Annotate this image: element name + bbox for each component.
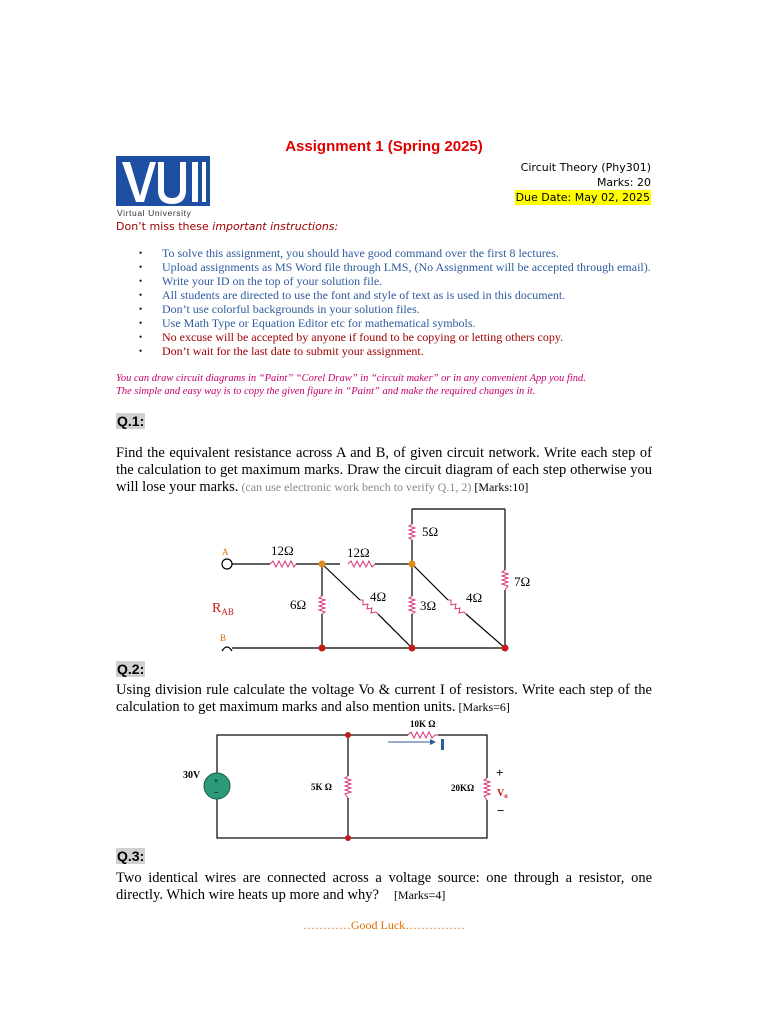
source-plus: +	[214, 777, 218, 785]
instruction-item: • Upload assignments as MS Word file through LMS, (No Assignment will be accepted through email).	[116, 260, 656, 274]
course-name: Circuit Theory (Phy301)	[520, 161, 651, 174]
vo-plus: +	[496, 765, 504, 780]
q3-heading: Q.3:	[117, 848, 145, 864]
q3-body: Two identical wires are connected across a voltage source: one through a resistor, one directly. Which wire heats up more and why?	[116, 870, 656, 903]
q1-heading: Q.1:	[117, 413, 145, 429]
r2-label: 12Ω	[347, 545, 370, 560]
instruction-item: • Don’t wait for the last date to submit your assignment.	[116, 344, 656, 358]
r4-label: 4Ω	[370, 589, 387, 604]
instruction-item: • No excuse will be accepted by anyone if found to be copying or letting others copy.	[116, 330, 656, 344]
instruction-item: • Don’t use colorful backgrounds in your solution files.	[116, 302, 656, 316]
r3-label: 6Ω	[290, 597, 307, 612]
instruction-item: • To solve this assignment, you should have good command over the first 8 lectures.	[116, 246, 656, 260]
r10k-label: 10K Ω	[410, 719, 436, 729]
q3-text	[116, 870, 656, 904]
q2-body: Using division rule calculate the voltage Vo & current I of resistors. Write each step of the calculation to get maximum marks and also mention units.	[116, 682, 652, 715]
instruction-item: • Use Math Type or Equation Editor etc for mathematical symbols.	[116, 316, 656, 330]
r6-label: 4Ω	[466, 590, 483, 605]
q1-marks: [Marks:10]	[471, 480, 529, 494]
intro-emphasis: important instructions:	[212, 220, 339, 233]
source-minus: −	[214, 788, 219, 797]
assignment-title: Assignment 1 (Spring 2025)	[285, 138, 483, 155]
q3-marks: [Marks=4]	[378, 888, 446, 902]
instruction-item: • All students are directed to use the font and style of text as is used in this document.	[116, 288, 656, 302]
r5k-label: 5K Ω	[311, 782, 332, 792]
vo-minus: −	[497, 803, 505, 818]
q1-hint: (can use electronic work bench to verify Q.1, 2)	[238, 480, 472, 494]
good-luck: …………Good Luck……………	[302, 918, 466, 932]
r1-label: 12Ω	[271, 543, 294, 558]
r20k-label: 20KΩ	[451, 783, 475, 793]
marks-total: Marks: 20	[596, 176, 651, 189]
node-a-label: A	[222, 547, 229, 557]
note-line-1: You can draw circuit diagrams in “Paint” “Corel Draw” in “circuit maker” or in any convenient App you find.	[116, 373, 586, 384]
q2-marks: [Marks=6]	[455, 700, 510, 714]
r7-label: 5Ω	[422, 524, 439, 539]
q1-body: Find the equivalent resistance across A and B, of given circuit network. Write each step of the calculation to get maximum marks. Draw the circuit diagram of each step otherwise you will lose your marks.	[116, 445, 652, 495]
logo-text: Virtual University	[117, 208, 192, 218]
source-label: 30V	[183, 770, 201, 781]
q2-text	[116, 682, 652, 716]
vo-label: $V_o$	[497, 788, 508, 800]
q2-heading: Q.2:	[117, 661, 145, 677]
note-line-2: The simple and easy way is to copy the given figure in “Paint” and make the required changes in it.	[116, 386, 536, 397]
r8-label: 7Ω	[514, 574, 531, 589]
r5-label: 3Ω	[420, 598, 437, 613]
intro-prefix: Don’t miss these	[116, 220, 213, 233]
instruction-item: • Write your ID on the top of your solution file.	[116, 274, 656, 288]
q1-circuit	[212, 509, 530, 652]
q2-circuit	[183, 719, 508, 841]
node-b-label: B	[220, 633, 227, 643]
due-date: Due Date: May 02, 2025	[515, 191, 650, 204]
rab-label: $R_{AB}$	[212, 601, 234, 617]
